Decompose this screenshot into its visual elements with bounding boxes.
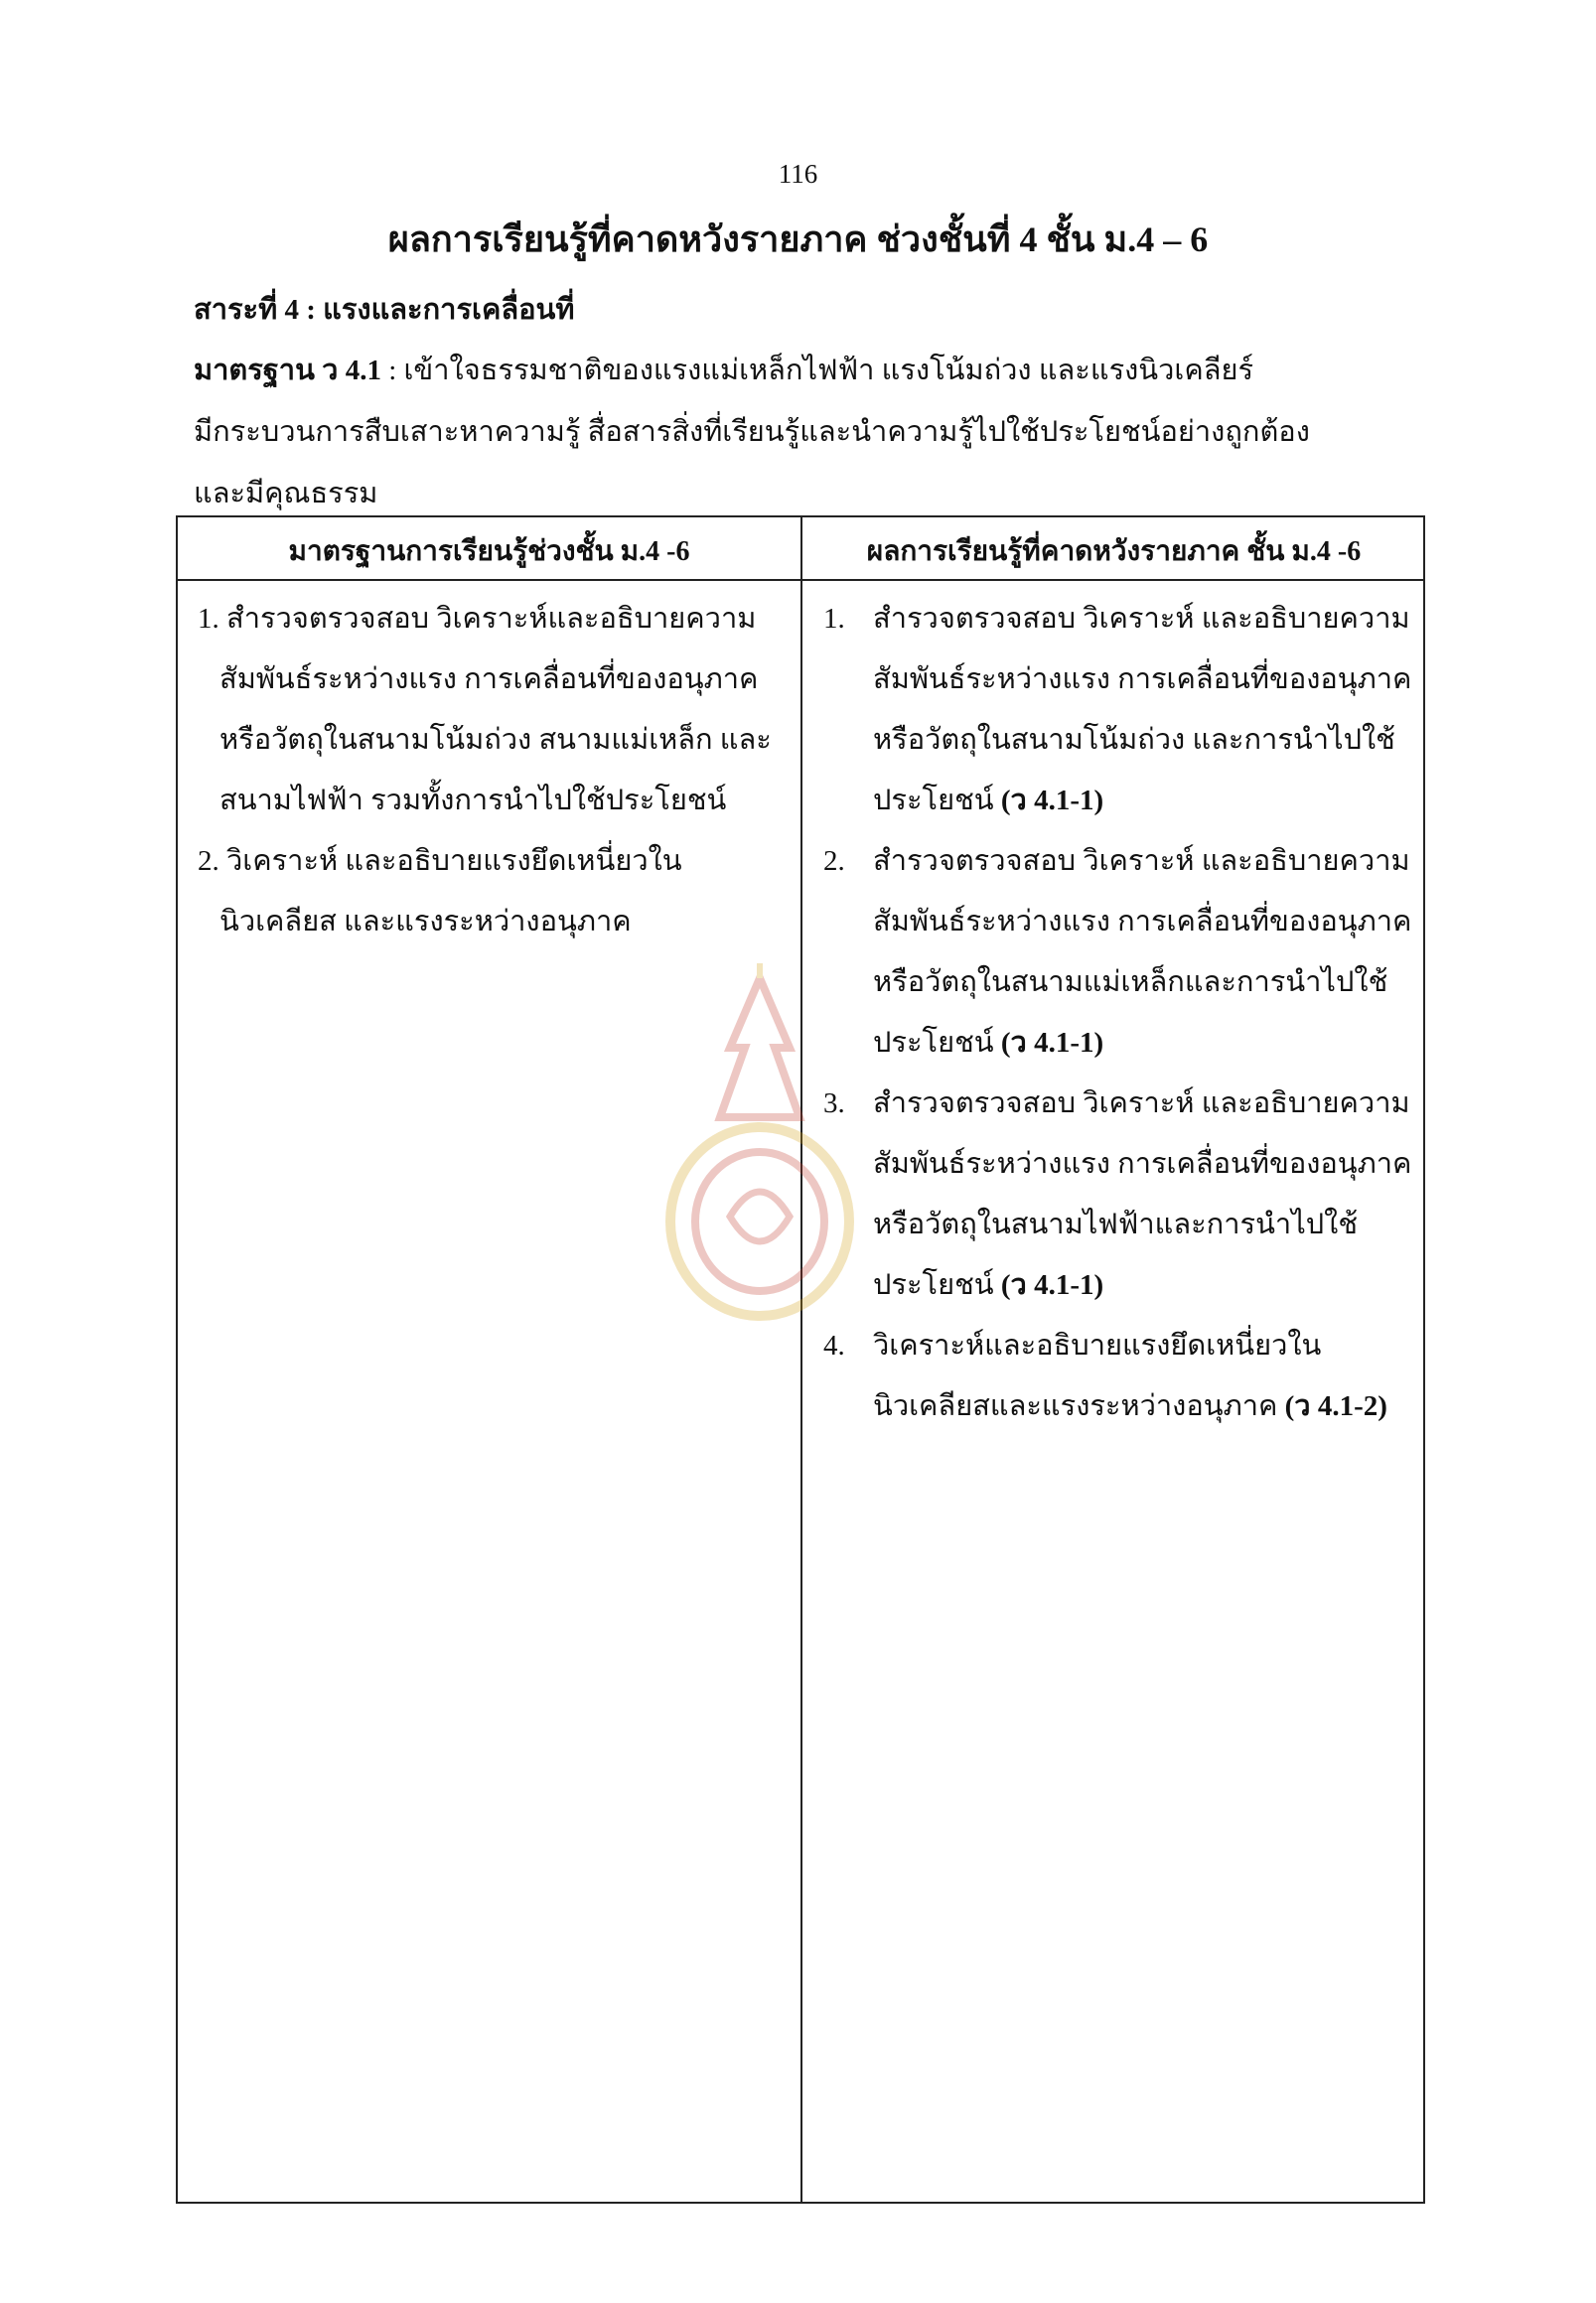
standard-text-1: เข้าใจธรรมชาติของแรงแม่เหล็กไฟฟ้า แรงโน้มถ่วง และแรงนิวเคลียร์ [403,355,1254,386]
standard-statement [194,340,1385,524]
strand-heading: สาระที่ 4 : แรงและการเคลื่อนที่ [194,294,575,326]
outcome-item [823,831,1414,1074]
outcome-number: 3. [823,1087,845,1119]
outcome-code: (ว 4.1-2) [1284,1390,1387,1422]
standard-item: 2. วิเคราะห์ และอธิบายแรงยึดเหนี่ยวในนิวเคลียส และแรงระหว่างอนุภาค [198,845,682,937]
outcomes-column-body [823,589,1414,1437]
standards-table [176,515,1425,2204]
header-standard-column: มาตรฐานการเรียนรู้ช่วงชั้น ม.4 -6 [288,536,690,567]
outcome-item [823,589,1414,831]
standard-separator: : [380,355,404,386]
outcome-text: สำรวจตรวจสอบ วิเคราะห์ และอธิบายความสัมพันธ์ระหว่างแรง การเคลื่อนที่ของอนุภาคหรือวัตถุในสนามไฟฟ้าและการนำไปใช้ประโยชน์ [873,1087,1412,1301]
standard-label: มาตรฐาน ว 4.1 [194,355,381,386]
standard-line-3: และมีคุณธรรม [194,478,378,509]
standard-line-2: มีกระบวนการสืบเสาะหาความรู้ สื่อสารสิ่งที่เรียนรู้และนำความรู้ไปใช้ประโยชน์อย่างถูกต้อง [194,416,1310,448]
outcome-code: (ว 4.1-1) [1000,1027,1104,1059]
page-number: 116 [778,159,818,189]
outcome-item [823,1316,1414,1437]
outcome-code: (ว 4.1-1) [1000,785,1104,816]
standard-column-body [198,589,784,952]
outcome-number: 4. [823,1330,845,1362]
column-divider [800,517,802,2202]
standard-item: 1. สำรวจตรวจสอบ วิเคราะห์และอธิบายความสัมพันธ์ระหว่างแรง การเคลื่อนที่ของอนุภาคหรือวัตถุในสนามโน้มถ่วง สนามแม่เหล็ก และสนามไฟฟ้า รวมทั้งการนำไปใช้ประโยชน์ [198,603,772,816]
header-divider [178,579,1423,581]
page-title: ผลการเรียนรู้ที่คาดหวังรายภาค ช่วงชั้นที่ 4 ชั้น ม.4 – 6 [387,219,1209,259]
header-outcomes-column: ผลการเรียนรู้ที่คาดหวังรายภาค ชั้น ม.4 -6 [866,536,1362,567]
outcome-text: สำรวจตรวจสอบ วิเคราะห์ และอธิบายความสัมพันธ์ระหว่างแรง การเคลื่อนที่ของอนุภาคหรือวัตถุในสนามโน้มถ่วง และการนำไปใช้ประโยชน์ [873,603,1412,816]
outcome-text: สำรวจตรวจสอบ วิเคราะห์ และอธิบายความสัมพันธ์ระหว่างแรง การเคลื่อนที่ของอนุภาคหรือวัตถุในสนามแม่เหล็กและการนำไปใช้ประโยชน์ [873,845,1412,1059]
outcome-number: 1. [823,603,845,635]
outcome-number: 2. [823,845,845,877]
outcome-code: (ว 4.1-1) [1000,1269,1104,1301]
outcome-text: วิเคราะห์และอธิบายแรงยึดเหนี่ยวในนิวเคลียสและแรงระหว่างอนุภาค [873,1330,1322,1422]
standard-line-1 [194,340,1385,401]
outcome-item [823,1074,1414,1316]
